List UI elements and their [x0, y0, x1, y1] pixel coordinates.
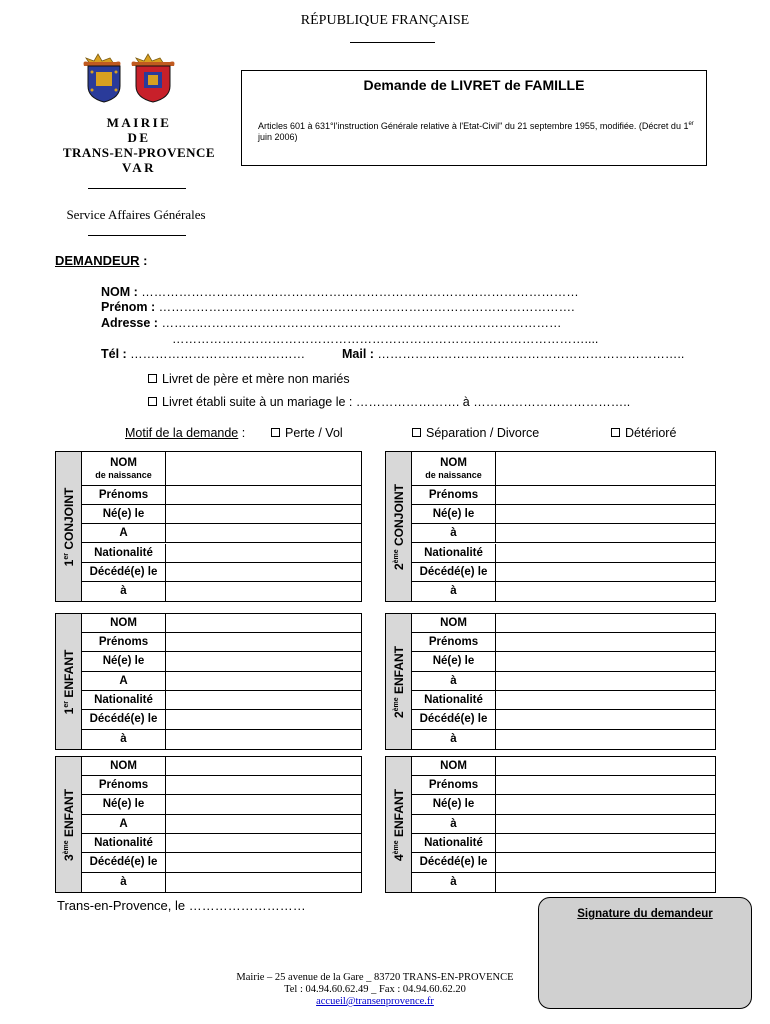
- table-value-cell[interactable]: [166, 614, 361, 633]
- table-row-label: Né(e) le: [412, 505, 496, 524]
- table-row-label: Prénoms: [412, 633, 496, 652]
- table-value-cell[interactable]: [496, 582, 715, 601]
- service-name: Service Affaires Générales: [66, 207, 206, 222]
- table-row-label: NOM de naissance: [412, 452, 496, 486]
- table-value-cell[interactable]: [496, 757, 715, 776]
- signature-label: Signature du demandeur: [577, 908, 713, 920]
- table-value-cell[interactable]: [166, 486, 361, 505]
- footer-line: Tel : 04.94.60.62.49 _ Fax : 04.94.60.62.20: [284, 984, 466, 995]
- table-value-cell[interactable]: [166, 757, 361, 776]
- checkbox-square-icon[interactable]: [148, 397, 157, 406]
- form-title: Demande de LIVRET de FAMILLE: [363, 77, 585, 93]
- mairie-rule: [88, 188, 186, 189]
- motif-label: Motif de la demande :: [125, 426, 246, 440]
- table-value-cell[interactable]: [496, 710, 715, 729]
- prenom-field[interactable]: Prénom : ……………………………………………………………………………………….: [101, 300, 575, 314]
- table-value-cell[interactable]: [496, 853, 715, 872]
- table-value-cell[interactable]: [166, 524, 361, 543]
- table-row-label: Prénoms: [82, 776, 166, 795]
- table-row-label: Né(e) le: [82, 505, 166, 524]
- footer-email-link[interactable]: accueil@transenprovence.fr: [316, 996, 434, 1007]
- table-conjoint-1: [55, 451, 362, 602]
- table-value-cell[interactable]: [166, 730, 361, 749]
- table-side-label: 2ème ENFANT: [386, 614, 412, 749]
- table-value-cell[interactable]: [496, 815, 715, 834]
- table-value-cell[interactable]: [496, 452, 715, 486]
- place-date-field[interactable]: Trans-en-Provence, le ………………………: [57, 898, 306, 913]
- table-value-cell[interactable]: [166, 834, 361, 853]
- footer-address: [150, 972, 600, 1008]
- table-row-label: à: [412, 873, 496, 892]
- table-value-cell[interactable]: [166, 582, 361, 601]
- table-row-label: NOM: [82, 614, 166, 633]
- table-row-label: Prénoms: [412, 486, 496, 505]
- table-value-cell[interactable]: [496, 834, 715, 853]
- mairie-line: VAR: [122, 160, 156, 175]
- table-conjoint-2: [385, 451, 716, 602]
- adresse-field-line2[interactable]: ………………………………………………………………………………………....: [172, 332, 599, 346]
- table-row-label: Décédé(e) le: [412, 710, 496, 729]
- table-row-label: Nationalité: [412, 834, 496, 853]
- table-enfant-3: [55, 756, 362, 893]
- table-value-cell[interactable]: [496, 633, 715, 652]
- table-value-cell[interactable]: [496, 776, 715, 795]
- mairie-line: MAIRIE: [106, 115, 172, 130]
- mairie-line: TRANS-EN-PROVENCE: [62, 145, 216, 160]
- motif-deteriore[interactable]: Détérioré: [611, 426, 676, 440]
- mail-field[interactable]: Mail : ………………………………………………………………..: [342, 347, 685, 361]
- table-row-label: Décédé(e) le: [412, 853, 496, 872]
- table-value-cell[interactable]: [496, 505, 715, 524]
- table-value-cell[interactable]: [166, 853, 361, 872]
- table-row-label: NOM: [412, 757, 496, 776]
- table-row-label: Nationalité: [82, 834, 166, 853]
- table-row-label: à: [412, 582, 496, 601]
- table-row-label: à: [82, 730, 166, 749]
- footer-line: Mairie – 25 avenue de la Gare _ 83720 TRANS-EN-PROVENCE: [236, 972, 514, 983]
- table-value-cell[interactable]: [496, 563, 715, 582]
- table-row-label: NOM: [412, 614, 496, 633]
- table-value-cell[interactable]: [166, 633, 361, 652]
- table-row-label: Décédé(e) le: [82, 710, 166, 729]
- table-value-cell[interactable]: [166, 691, 361, 710]
- table-value-cell[interactable]: [166, 795, 361, 814]
- table-side-label: 3ème ENFANT: [56, 757, 82, 892]
- table-row-label: A: [82, 672, 166, 691]
- table-enfant-4: [385, 756, 716, 893]
- checkbox-square-icon[interactable]: [611, 428, 620, 437]
- table-value-cell[interactable]: [496, 691, 715, 710]
- motif-perte-vol[interactable]: Perte / Vol: [271, 426, 343, 440]
- table-row-label: Né(e) le: [82, 652, 166, 671]
- nom-field[interactable]: NOM : ……………………………………………………………………………………………: [101, 285, 579, 299]
- checkbox-square-icon[interactable]: [412, 428, 421, 437]
- tel-field[interactable]: Tél : ……………………………………: [101, 347, 306, 361]
- table-value-cell[interactable]: [166, 652, 361, 671]
- table-row-label: à: [412, 730, 496, 749]
- town-crest-logo: [80, 42, 185, 106]
- checkbox-non-maries[interactable]: Livret de père et mère non mariés: [148, 372, 350, 386]
- table-enfant-2: [385, 613, 716, 750]
- table-row-label: Né(e) le: [82, 795, 166, 814]
- table-side-label: 1er CONJOINT: [56, 452, 82, 601]
- table-row-label: Né(e) le: [412, 795, 496, 814]
- table-value-cell[interactable]: [496, 524, 715, 543]
- legal-articles: Articles 601 à 631°l'instruction Générale relative à l'Etat-Civil" du 21 septembre 1955, modifiée. (Décret du 1er juin 2006): [258, 121, 694, 142]
- table-value-cell[interactable]: [166, 672, 361, 691]
- table-value-cell[interactable]: [166, 544, 361, 563]
- table-value-cell[interactable]: [166, 873, 361, 892]
- table-row-label: Décédé(e) le: [412, 563, 496, 582]
- checkbox-square-icon[interactable]: [148, 374, 157, 383]
- table-enfant-1: [55, 613, 362, 750]
- table-row-label: Décédé(e) le: [82, 853, 166, 872]
- motif-separation[interactable]: Séparation / Divorce: [412, 426, 539, 440]
- mairie-name: [55, 115, 223, 175]
- checkbox-square-icon[interactable]: [271, 428, 280, 437]
- table-value-cell[interactable]: [166, 710, 361, 729]
- table-row-label: Nationalité: [412, 544, 496, 563]
- mairie-line: DE: [127, 130, 151, 145]
- table-row-label: à: [412, 815, 496, 834]
- table-side-label: 1er ENFANT: [56, 614, 82, 749]
- form-title-box: [241, 70, 707, 166]
- adresse-field[interactable]: Adresse : ……………………………………………………………………………………: [101, 316, 562, 330]
- table-value-cell[interactable]: [496, 652, 715, 671]
- table-value-cell[interactable]: [496, 614, 715, 633]
- table-row-label: A: [82, 524, 166, 543]
- table-value-cell[interactable]: [166, 505, 361, 524]
- table-value-cell[interactable]: [496, 544, 715, 563]
- table-row-label: Décédé(e) le: [82, 563, 166, 582]
- demandeur-heading: DEMANDEUR :: [55, 253, 148, 268]
- table-value-cell[interactable]: [496, 730, 715, 749]
- table-row-label: Nationalité: [82, 691, 166, 710]
- table-side-label: 4ème ENFANT: [386, 757, 412, 892]
- table-row-label: Prénoms: [412, 776, 496, 795]
- table-value-cell[interactable]: [496, 795, 715, 814]
- table-row-label: à: [82, 873, 166, 892]
- table-row-label: A: [82, 815, 166, 834]
- table-value-cell[interactable]: [496, 486, 715, 505]
- table-value-cell[interactable]: [496, 873, 715, 892]
- table-value-cell[interactable]: [166, 452, 361, 486]
- table-row-label: à: [412, 524, 496, 543]
- table-value-cell[interactable]: [496, 672, 715, 691]
- table-row-label: Né(e) le: [412, 652, 496, 671]
- service-rule: [88, 235, 186, 236]
- table-row-label: Prénoms: [82, 486, 166, 505]
- table-row-label: Nationalité: [82, 544, 166, 563]
- republique-heading: RÉPUBLIQUE FRANÇAISE: [300, 13, 470, 28]
- table-side-label: 2ème CONJOINT: [386, 452, 412, 601]
- table-row-label: Prénoms: [82, 633, 166, 652]
- header-rule: [350, 42, 435, 43]
- table-value-cell[interactable]: [166, 563, 361, 582]
- table-value-cell[interactable]: [166, 776, 361, 795]
- table-row-label: à: [82, 582, 166, 601]
- table-value-cell[interactable]: [166, 815, 361, 834]
- table-row-label: à: [412, 672, 496, 691]
- table-row-label: NOM de naissance: [82, 452, 166, 486]
- table-row-label: Nationalité: [412, 691, 496, 710]
- checkbox-mariage[interactable]: Livret établi suite à un mariage le : ……………………. à ………………………………..: [148, 395, 630, 409]
- table-row-label: NOM: [82, 757, 166, 776]
